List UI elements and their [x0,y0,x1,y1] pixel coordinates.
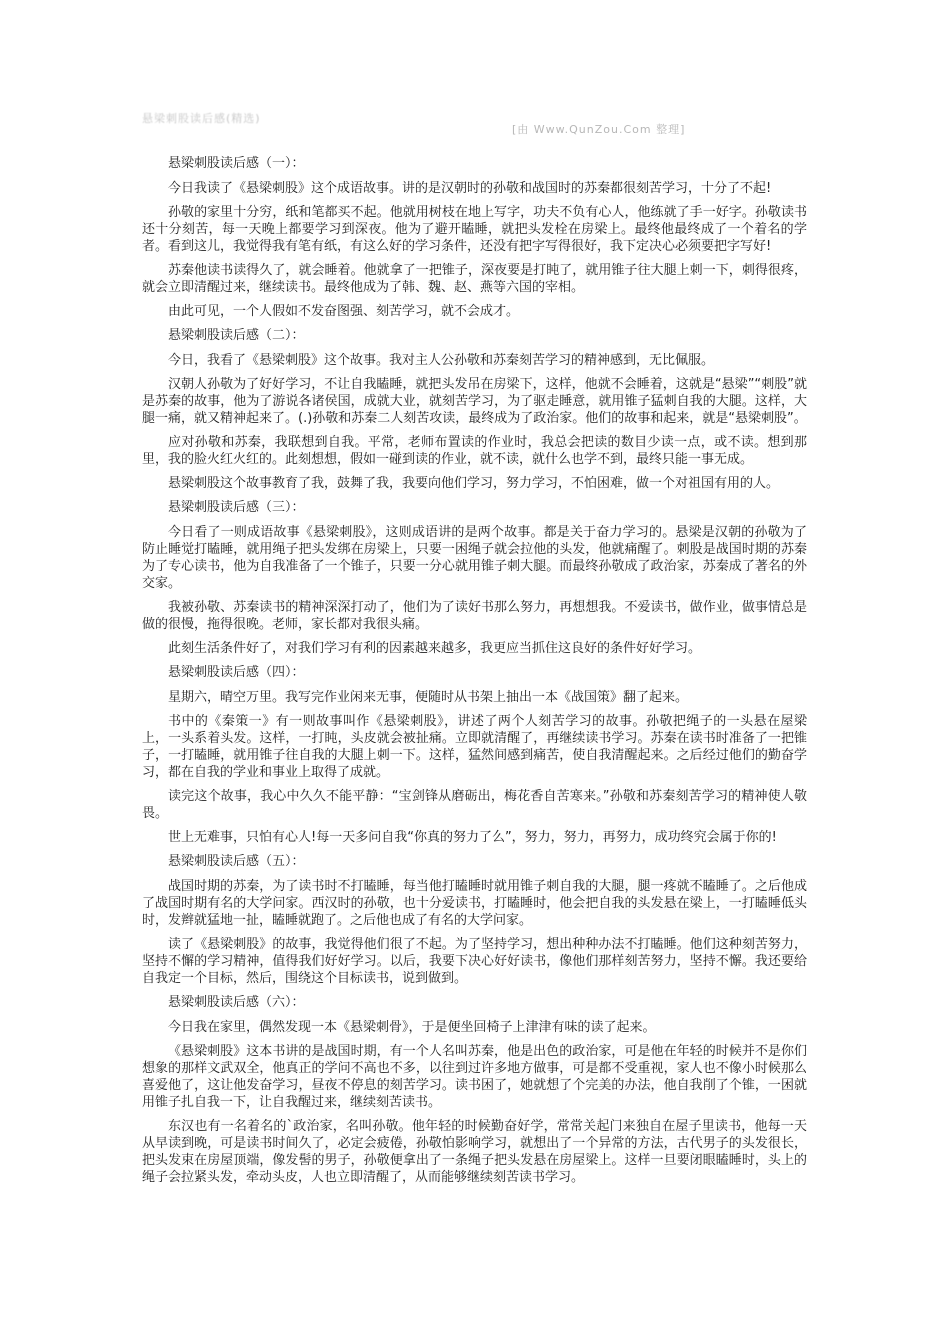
paragraph: 我被孙敬、苏秦读书的精神深深打动了，他们为了读好书那么努力，再想想我。不爱读书，做作业，做事情总是做的很慢，拖得很晚。老师，家长都对我很头痛。 [142,600,807,632]
paragraph: 今日看了一则成语故事《悬梁刺股》，这则成语讲的是两个故事。都是关于奋力学习的。悬梁是汉朝的孙敬为了防止睡觉打瞌睡，就用绳子把头发绑在房梁上，只要一困绳子就会拉他的头发，他就痛醒了。刺股是战国时期的苏秦为了专心读书，他为自我准备了一个锥子，只要一分心就用锥子刺大腿。而最终孙敬成了政治家，苏秦成了著名的外交家。 [142,525,807,591]
source-watermark: [由 Www.QunZou.Com 整理] [512,123,686,136]
section-heading: 悬梁刺股读后感（四）： [168,665,305,680]
section-heading: 悬梁刺股读后感（一）： [168,156,305,171]
section-heading: 悬梁刺股读后感（六）： [168,995,305,1010]
paragraph: 书中的《秦策一》有一则故事叫作《悬梁刺股》，讲述了两个人刻苦学习的故事。孙敬把绳子的一头悬在屋梁上，一头系着头发。这样，一打盹，头皮就会被扯痛。立即就清醒了，再继续读书学习。苏秦在读书时准备了一把锥子，一打瞌睡，就用锥子往自我的大腿上刺一下。这样，猛然间感到痛苦，使自我清醒起来。之后经过他们的勤奋学习，都在自我的学业和事业上取得了成就。 [142,714,807,780]
paragraph: 苏秦他读书读得久了，就会睡着。他就拿了一把锥子，深夜要是打盹了，就用锥子往大腿上刺一下，刺得很疼，就会立即清醒过来，继续读书。最终他成为了韩、魏、赵、燕等六国的宰相。 [142,263,807,295]
paragraph: 今日我读了《悬梁刺股》这个成语故事。讲的是汉朝时的孙敬和战国时的苏秦都很刻苦学习，十分了不起! [168,181,772,196]
paragraph: 战国时期的苏秦，为了读书时不打瞌睡，每当他打瞌睡时就用锥子刺自我的大腿，腿一疼就不瞌睡了。之后他成了战国时期有名的大学问家。西汉时的孙敬，也十分爱读书，打瞌睡时，他会把自我的头发悬在梁上，一打瞌睡低头时，发辫就猛地一扯，瞌睡就跑了。之后他也成了有名的大学问家。 [142,879,807,928]
paragraph: 应对孙敬和苏秦，我联想到自我。平常，老师布置读的作业时，我总会把读的数目少读一点，或不读。想到那里，我的脸火红火红的。此刻想想，假如一碰到读的作业，就不读，就什么也学不到，最终只能一事无成。 [142,435,807,467]
paragraph: 悬梁刺股这个故事教育了我，鼓舞了我，我要向他们学习，努力学习，不怕困难，做一个对祖国有用的人。 [168,476,780,491]
section-heading: 悬梁刺股读后感（二）： [168,328,305,343]
paragraph: 今日我在家里，偶然发现一本《悬梁刺骨》，于是便坐回椅子上津津有味的读了起来。 [168,1020,656,1035]
paragraph: 由此可见，一个人假如不发奋图强、刻苦学习，就不会成才。 [168,304,520,319]
paragraph: 读完这个故事，我心中久久不能平静：“宝剑锋从磨砺出，梅花香自苦寒来。”孙敬和苏秦刻苦学习的精神使人敬畏。 [142,789,807,821]
section-heading: 悬梁刺股读后感（五）： [168,854,305,869]
paragraph: 孙敬的家里十分穷，纸和笔都买不起。他就用树枝在地上写字，功夫不负有心人，他练就了手一好字。孙敬读书还十分刻苦，每一天晚上都要学习到深夜。他为了避开瞌睡，就把头发栓在房梁上。最终他最终成了一个着名的学者。看到这儿，我觉得我有笔有纸，有这么好的学习条件，还没有把字写得很好，我下定决心必须要把字写好! [142,205,807,254]
paragraph: 东汉也有一名着名的`政治家，名叫孙敬。他年轻的时候勤奋好学，常常关起门来独自在屋子里读书，他每一天从早读到晚，可是读书时间久了，必定会疲倦，孙敬怕影响学习，就想出了一个异常的方法，古代男子的头发很长，把头发束在房屋顶端，像发髻的男子，孙敬便拿出了一条绳子把头发悬在房屋梁上。这样一旦要闭眼瞌睡时，头上的绳子会拉紧头发，牵动头皮，人也立即清醒了，从而能够继续刻苦读书学习。 [142,1119,807,1185]
paragraph: 世上无难事，只怕有心人!每一天多问自我“你真的努力了么”，努力，努力，再努力，成功终究会属于你的! [168,830,777,845]
paragraph: 今日，我看了《悬梁刺股》这个故事。我对主人公孙敬和苏秦刻苦学习的精神感到，无比佩服。 [168,353,715,368]
article-body [142,155,807,1193]
paragraph: 汉朝人孙敬为了好好学习，不让自我瞌睡，就把头发吊在房梁下，这样，他就不会睡着，这就是“悬梁”“刺股”就是苏秦的故事，他为了游说各诸侯国，成就大业，就刻苦学习，为了驱走睡意，就用锥子猛刺自我的大腿。这样，大腿一痛，就又精神起来了。(.)孙敬和苏秦二人刻苦攻读，最终成为了政治家。他们的故事和起来，就是“悬梁刺股”。 [142,377,807,426]
section-heading: 悬梁刺股读后感（三）： [168,500,305,515]
paragraph: 星期六，晴空万里。我写完作业闲来无事，便随时从书架上抽出一本《战国策》翻了起来。 [168,690,689,705]
paragraph: 读了《悬梁刺股》的故事，我觉得他们很了不起。为了坚持学习，想出种种办法不打瞌睡。他们这种刻苦努力，坚持不懈的学习精神，值得我们好好学习。以后，我要下决心好好读书，像他们那样刻苦努力，坚持不懈。我还要给自我定一个目标，然后，围绕这个目标读书，说到做到。 [142,937,807,986]
paragraph: 《悬梁刺股》这本书讲的是战国时期，有一个人名叫苏秦，他是出色的政治家，可是他在年轻的时候并不是你们想象的那样文武双全，他真正的学问不高也不多，以往到过许多地方做事，可是都不受重视，家人也不像小时候那么喜爱他了，这让他发奋学习，昼夜不停息的刻苦学习。读书困了，她就想了个完美的办法，他自我削了个锥，一困就用锥子扎自我一下，让自我醒过来，继续刻苦读书。 [142,1044,807,1110]
paragraph: 此刻生活条件好了，对我们学习有利的因素越来越多，我更应当抓住这良好的条件好好学习。 [168,641,702,656]
faded-header-title: 悬梁刺股读后感(精选) [142,112,261,125]
